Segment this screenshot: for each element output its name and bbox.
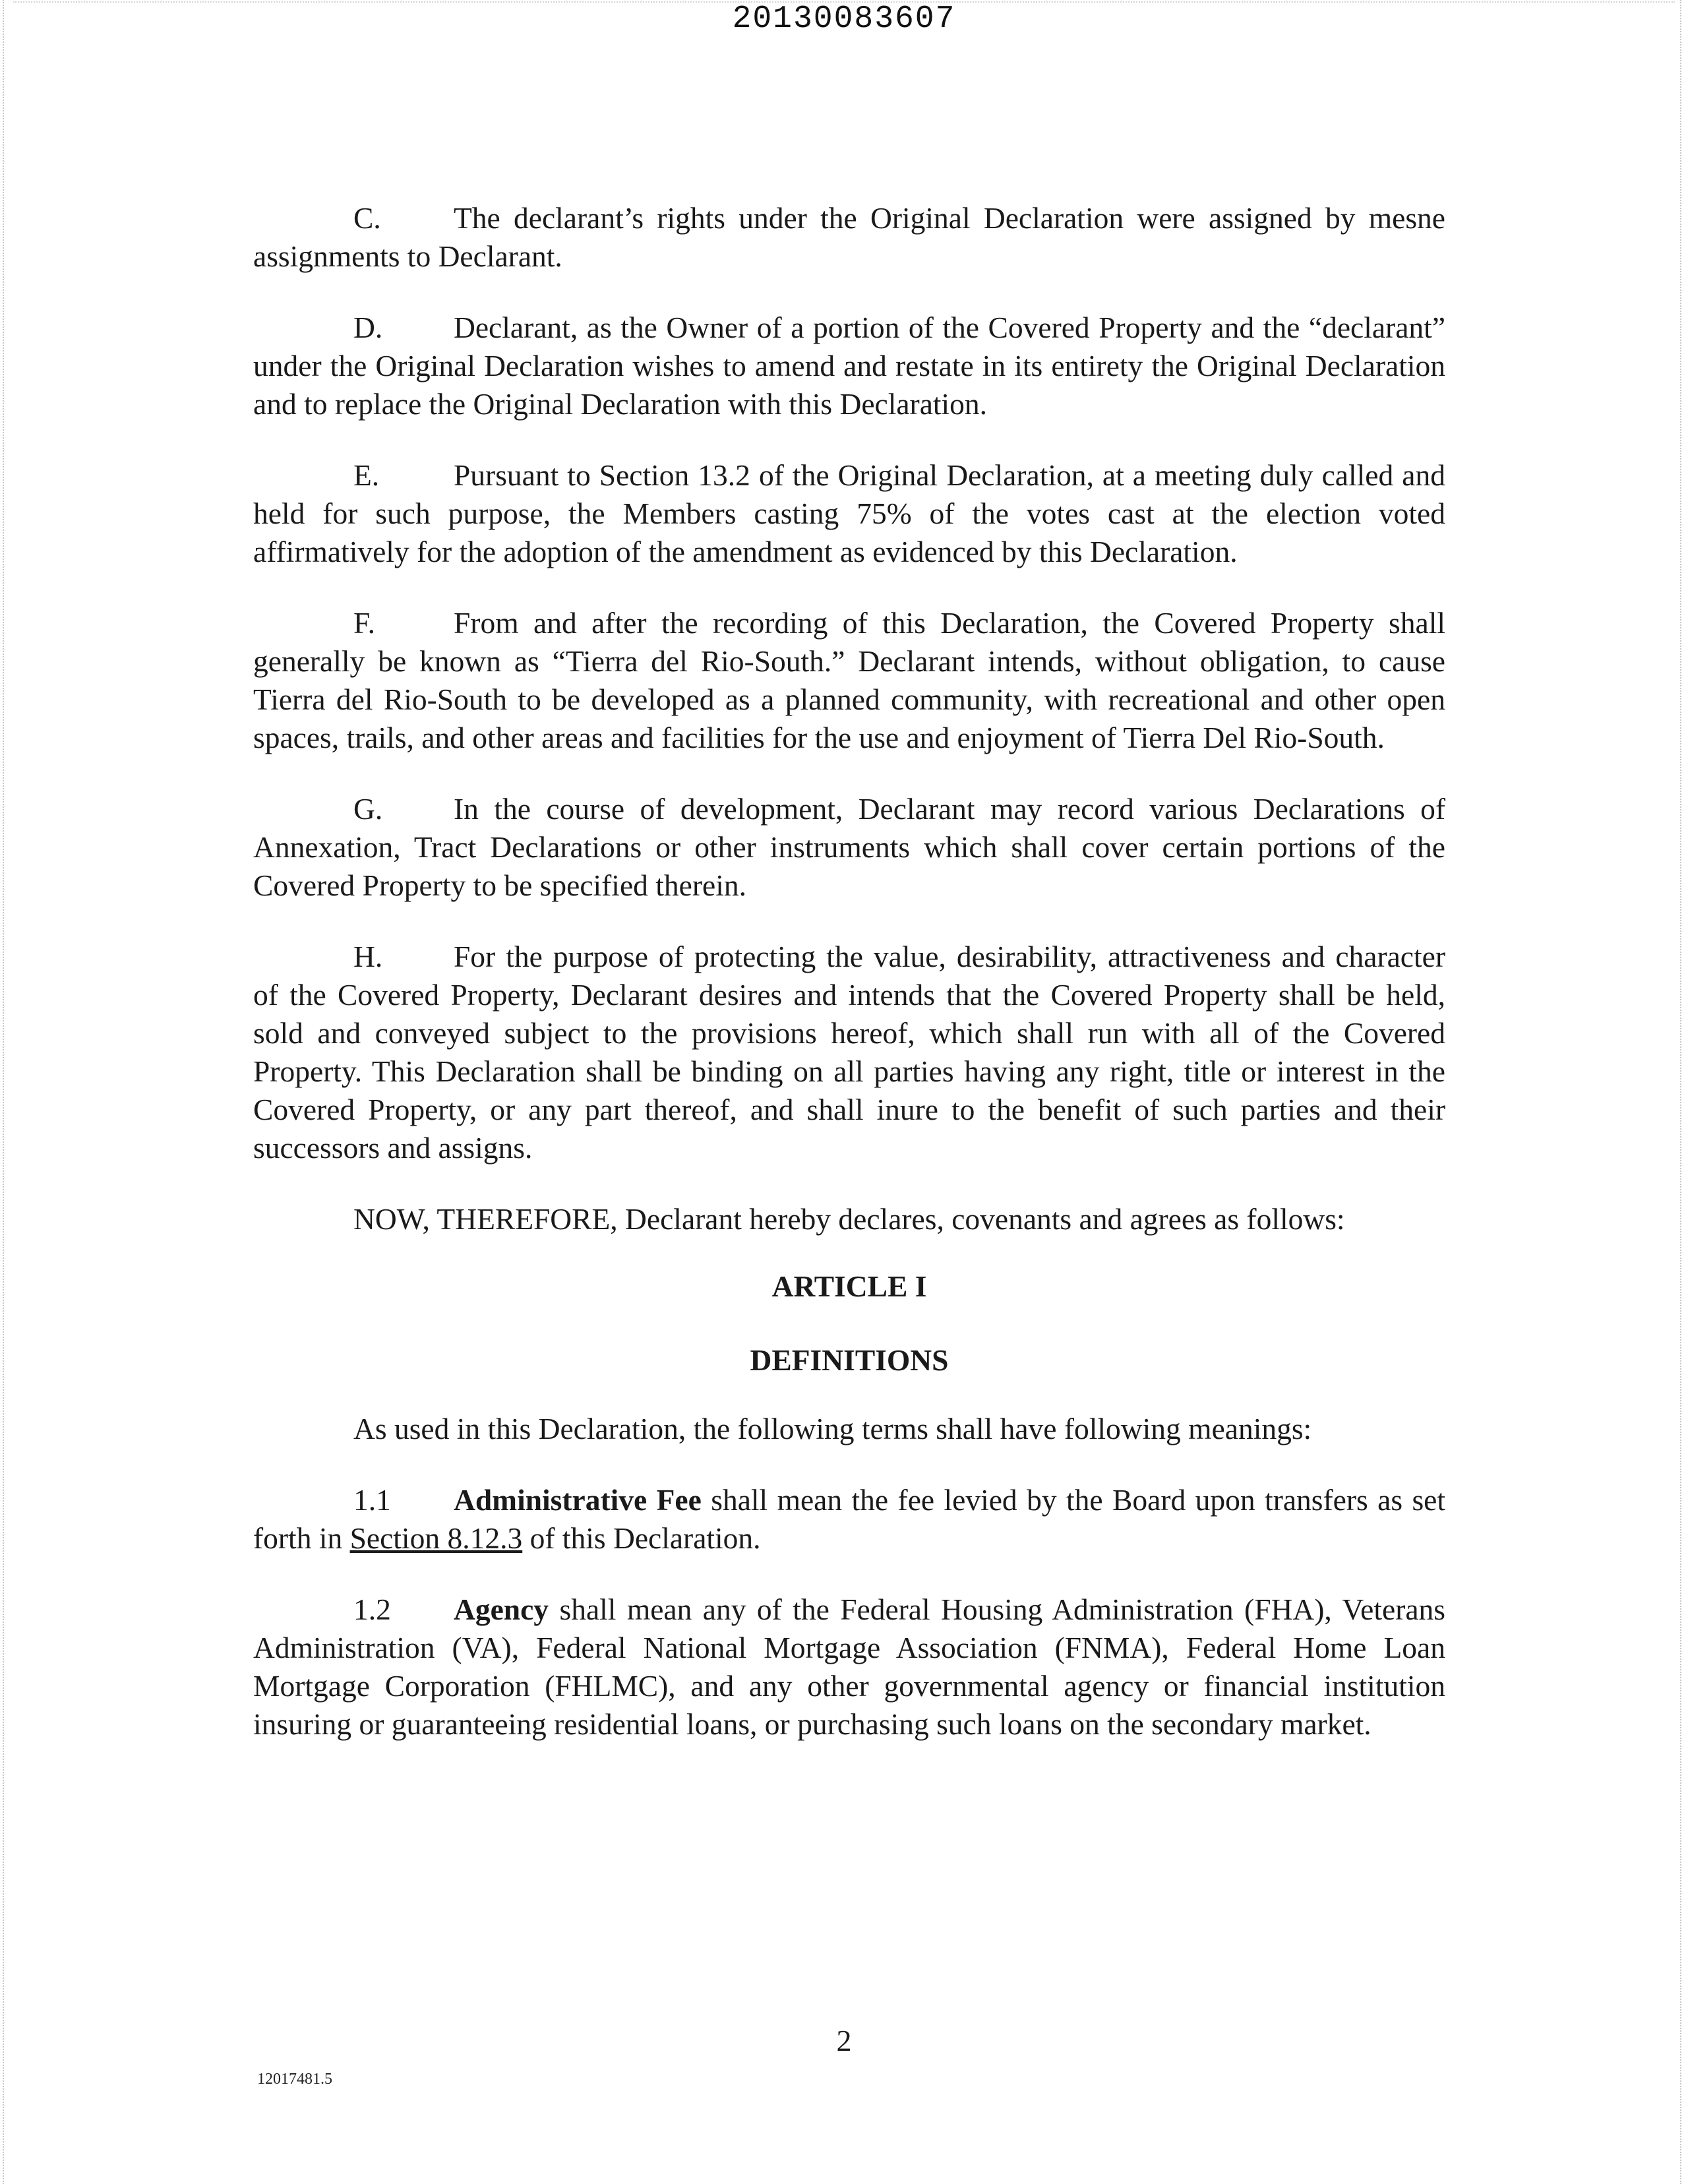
document-code: 12017481.5	[257, 2071, 332, 2088]
recital-h	[253, 938, 1445, 1167]
definition-number: 1.1	[353, 1483, 391, 1517]
definition-term: Administrative Fee	[454, 1483, 702, 1517]
recital-g	[253, 790, 1445, 905]
section-reference-link: Section 8.12.3	[349, 1521, 523, 1555]
recital-text: In the course of development, Declarant may record various Declarations of Annexation, Tract Declarations or other instruments which shall cover certain portions of the Covered Property to be specified therein.	[253, 792, 1445, 902]
definition-term: Agency	[454, 1592, 549, 1626]
recital-letter: D.	[353, 311, 383, 344]
recital-e	[253, 456, 1445, 571]
recital-letter: H.	[353, 940, 383, 973]
recital-c	[253, 199, 1445, 276]
recital-letter: E.	[353, 458, 380, 492]
recital-letter: C.	[353, 201, 381, 235]
definition-1-1	[253, 1481, 1445, 1558]
document-body	[253, 199, 1445, 1776]
definition-number: 1.2	[353, 1592, 391, 1626]
recording-number: 20130083607	[732, 1, 956, 37]
recital-f	[253, 604, 1445, 757]
recital-text: Pursuant to Section 13.2 of the Original Declaration, at a meeting duly called and held for such purpose, the Members casting 75% of the votes cast at the election voted affirmatively for the adoption of the amendment as evidenced by this Declaration.	[253, 458, 1445, 568]
definition-text: shall mean any of the Federal Housing Administration (FHA), Veterans Administration (VA), Federal National Mortgage Association (FNMA), Federal Home Loan Mortgage Corporation (FHLMC), and any other governmental agency or financial institution insuring or guaranteeing residential loans, or purchasing such loans on the secondary market.	[253, 1592, 1446, 1741]
definition-text: shall mean the fee levied by the Board upon transfers as set forth in	[253, 1483, 1445, 1555]
definition-text-end: of this Declaration.	[529, 1521, 761, 1555]
recital-text: The declarant’s rights under the Original Declaration were assigned by mesne assignments to Declarant.	[253, 201, 1445, 273]
article-title: DEFINITIONS	[750, 1343, 949, 1377]
definition-1-2	[253, 1591, 1445, 1744]
recital-letter: G.	[353, 792, 383, 826]
recital-d	[253, 309, 1445, 423]
now-therefore-clause: NOW, THEREFORE, Declarant hereby declares, covenants and agrees as follows:	[353, 1202, 1345, 1236]
recital-text: Declarant, as the Owner of a portion of the Covered Property and the “declarant” under the Original Declaration wishes to amend and restate in its entirety the Original Declaration and to replace the Original Declaration with this Declaration.	[253, 311, 1445, 421]
article-number: ARTICLE I	[771, 1269, 927, 1303]
definitions-intro: As used in this Declaration, the following terms shall have following meanings:	[353, 1412, 1312, 1445]
recital-text: For the purpose of protecting the value, desirability, attractiveness and character of the Covered Property, Declarant desires and intends that the Covered Property shall be held, sold and conveyed subject to the provisions hereof, which shall run with all of the Covered Property. This Declaration shall be binding on all parties having any right, title or interest in the Covered Property, or any part thereof, and shall inure to the benefit of such parties and their successors and assigns.	[253, 940, 1445, 1165]
scan-left-edge	[3, 0, 8, 2184]
recital-text: From and after the recording of this Declaration, the Covered Property shall generally be known as “Tierra del Rio-South.” Declarant intends, without obligation, to cause Tierra del Rio-South to be developed as a planned community, with recreational and other open spaces, trails, and other areas and facilities for the use and enjoyment of Tierra Del Rio-South.	[253, 606, 1445, 754]
scan-right-edge	[1680, 0, 1685, 2184]
recital-letter: F.	[353, 606, 376, 640]
page-number: 2	[836, 2024, 852, 2057]
